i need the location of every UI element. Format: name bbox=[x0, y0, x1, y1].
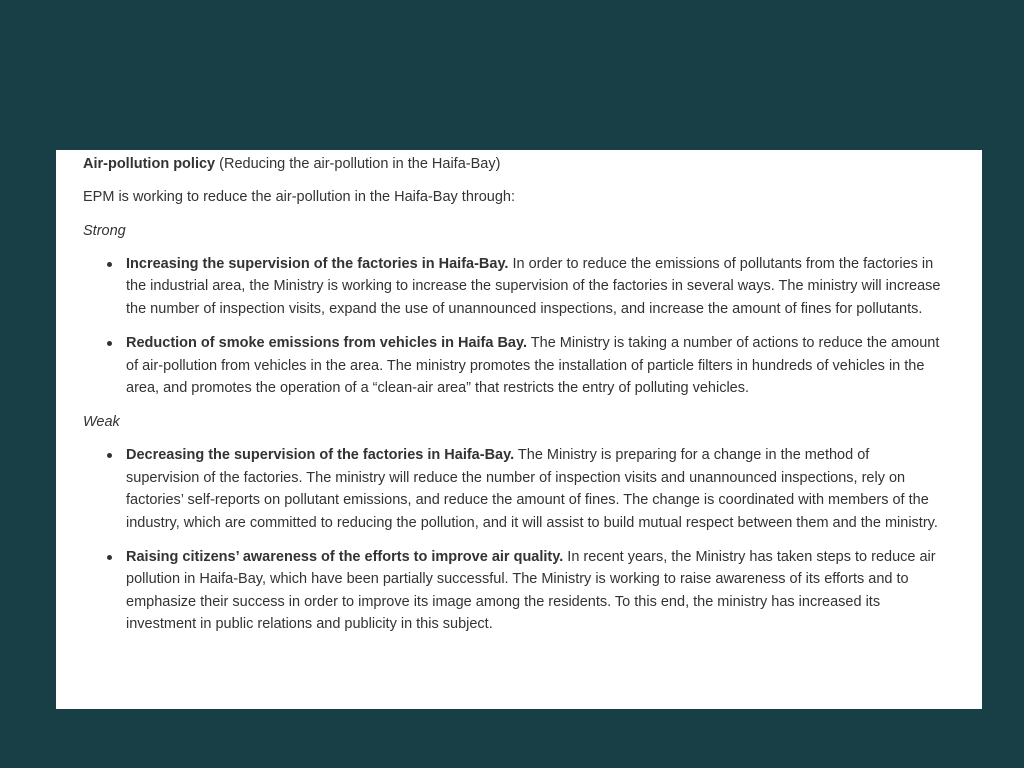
group-label-weak: Weak bbox=[83, 414, 120, 431]
list-item-heading: Reduction of smoke emissions from vehicles in Haifa Bay. bbox=[126, 335, 528, 352]
list-item-heading: Decreasing the supervision of the factories in Haifa-Bay. bbox=[126, 447, 515, 464]
policy-title-bold: Air-pollution policy bbox=[83, 156, 216, 172]
bullet-icon bbox=[107, 262, 112, 267]
list-item-text: In order to reduce the emissions of pollutants from the factories in the industrial area, the Ministry is working to increase the supervision of the factories in several ways. The ministry will increase the number of inspection visits, expand the use of unannounced inspections, and increase the amount of fines for pollutants. bbox=[126, 256, 941, 317]
list-item bbox=[126, 253, 942, 320]
list-item bbox=[126, 546, 942, 636]
bullet-icon bbox=[107, 453, 112, 458]
policy-title bbox=[83, 153, 942, 175]
group-label-strong: Strong bbox=[83, 223, 126, 239]
bullet-icon bbox=[107, 341, 112, 346]
list-item-text: The Ministry is taking a number of actions to reduce the amount of air-pollution from vehicles in the area. The ministry promotes the installation of particle filters in hundreds of vehicles in the area, and promotes the operation of a “clean-air area” that restricts the entry of polluting vehicles. bbox=[126, 335, 940, 397]
policy-title-subtitle: (Reducing the air-pollution in the Haifa-Bay) bbox=[215, 156, 501, 172]
strong-policy-list bbox=[83, 253, 942, 399]
policy-card bbox=[56, 150, 982, 709]
list-item bbox=[126, 444, 942, 534]
policy-intro: EPM is working to reduce the air-pollution in the Haifa-Bay through: bbox=[83, 189, 515, 205]
list-item-text: The Ministry is preparing for a change in the method of supervision of the factories. The ministry will reduce the number of inspection visits and unannounced inspections, rely on factories’ self-reports on pollutant emissions, and reduce the amount of fines. The change is coordinated with members of the industry, which are committed to reducing the pollution, and it will assist to build mutual respect between them and the ministry. bbox=[126, 447, 938, 531]
list-item bbox=[126, 332, 942, 399]
list-item-text: In recent years, the Ministry has taken steps to reduce air pollution in Haifa-Bay, which have been partially successful. The Ministry is working to raise awareness of its efforts and to emphasize their success in order to improve its image among the residents. To this end, the ministry has increased its investment in public relations and publicity in this subject. bbox=[126, 549, 936, 633]
weak-policy-list bbox=[83, 444, 942, 635]
bullet-icon bbox=[107, 555, 112, 560]
list-item-heading: Increasing the supervision of the factories in Haifa-Bay. bbox=[126, 256, 509, 272]
list-item-heading: Raising citizens’ awareness of the efforts to improve air quality. bbox=[126, 549, 564, 566]
